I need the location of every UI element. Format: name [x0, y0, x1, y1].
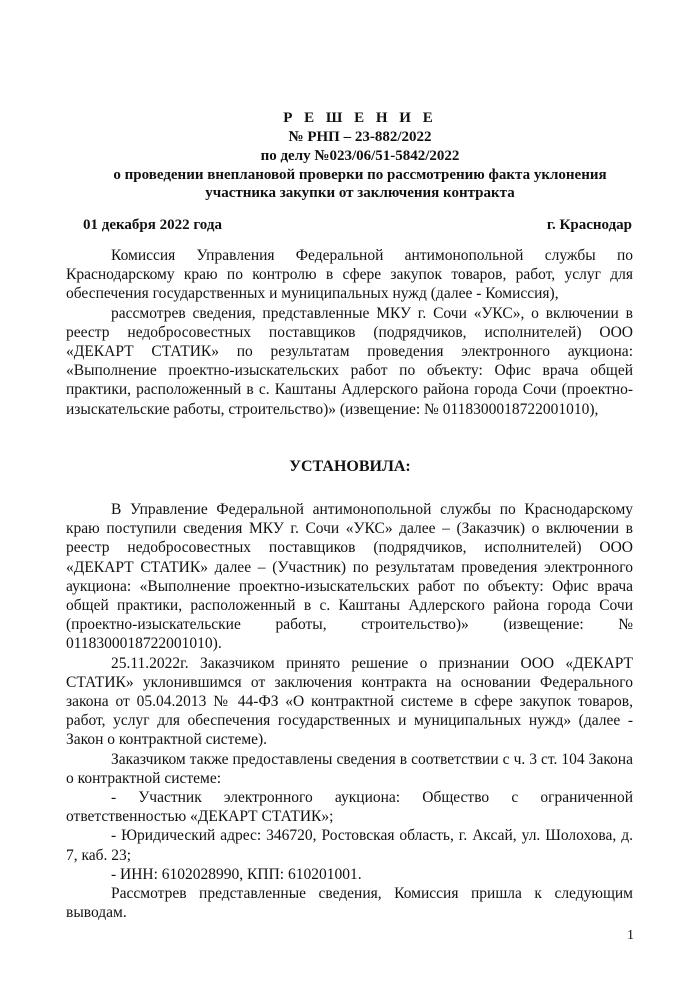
section-heading: УСТАНОВИЛА:	[289, 458, 411, 475]
list-item: - Юридический адрес: 346720, Ростовская область, г. Аксай, ул. Шолохова, д. 7, каб. 23;	[66, 827, 633, 864]
paragraph: Комиссия Управления Федеральной антимонопольной службы по Краснодарскому краю по контролю в сфере закупок товаров, работ, услуг для обеспечения государственных и муниципальных нужд (далее - Комиссия),	[66, 247, 633, 303]
paragraph: Рассмотрев представленные сведения, Комиссия пришла к следующим выводам.	[66, 885, 633, 922]
case-number: по делу №023/06/51-5842/2022	[260, 148, 460, 164]
paragraph: В Управление Федеральной антимонопольной службы по Краснодарскому краю поступили сведения МКУ г. Сочи «УКС» далее – (Заказчик) о включении в реестр недобросовестных поставщиков (подрядчиков, исполнителей) ООО «ДЕКАРТ СТАТИК» далее – (Участник) по результатам проведения электронного аукциона: «Выполнение проектно-изыскательских работ по объекту: Офис врача общей практики, расположенный в с. Каштаны Адлерского района города Сочи (проектно-изыскательские работы, строительство)» (извещение: № 0118300018722001010).	[66, 501, 633, 653]
document-number: № РНП – 23-882/2022	[288, 129, 432, 145]
document-title: Р Е Ш Е Н И Е	[283, 110, 437, 126]
document-city: г. Краснодар	[546, 217, 632, 233]
paragraph: Заказчиком также предоставлены сведения в соответствии с ч. 3 ст. 104 Закона о контрактной системе:	[66, 750, 633, 787]
subject-line-2: участника закупки от заключения контракта	[205, 185, 515, 201]
intro-block	[66, 246, 633, 419]
list-item: - ИНН: 6102028990, КПП: 610201001.	[111, 865, 362, 883]
list-item: - Участник электронного аукциона: Общество с ограниченной ответственностью «ДЕКАРТ СТАТИК»;	[66, 789, 633, 826]
paragraph: рассмотрев сведения, представленные МКУ г. Сочи «УКС», о включении в реестр недобросовестных поставщиков (подрядчиков, исполнителей) ООО «ДЕКАРТ СТАТИК» по результатам проведения электронного аукциона: «Выполнение проектно-изыскательских работ по объекту: Офис врача общей практики, расположенный в с. Каштаны Адлерского района города Сочи (проектно-изыскательские работы, строительство)» (извещение: № 0118300018722001010),	[66, 304, 633, 418]
paragraph: 25.11.2022г. Заказчиком принято решение о признании ООО «ДЕКАРТ СТАТИК» уклонившимся от заключения контракта на основании Федерального закона от 05.04.2013 № 44-ФЗ «О контрактной системе в сфере закупок товаров, работ, услуг для обеспечения государственных и муниципальных нужд» (далее - Закон о контрактной системе).	[66, 654, 633, 749]
findings-block	[66, 500, 633, 922]
subject-line-1: о проведении внеплановой проверки по рассмотрению факта уклонения	[113, 167, 607, 183]
document-date: 01 декабря 2022 года	[83, 217, 222, 233]
page-number: 1	[627, 928, 634, 943]
